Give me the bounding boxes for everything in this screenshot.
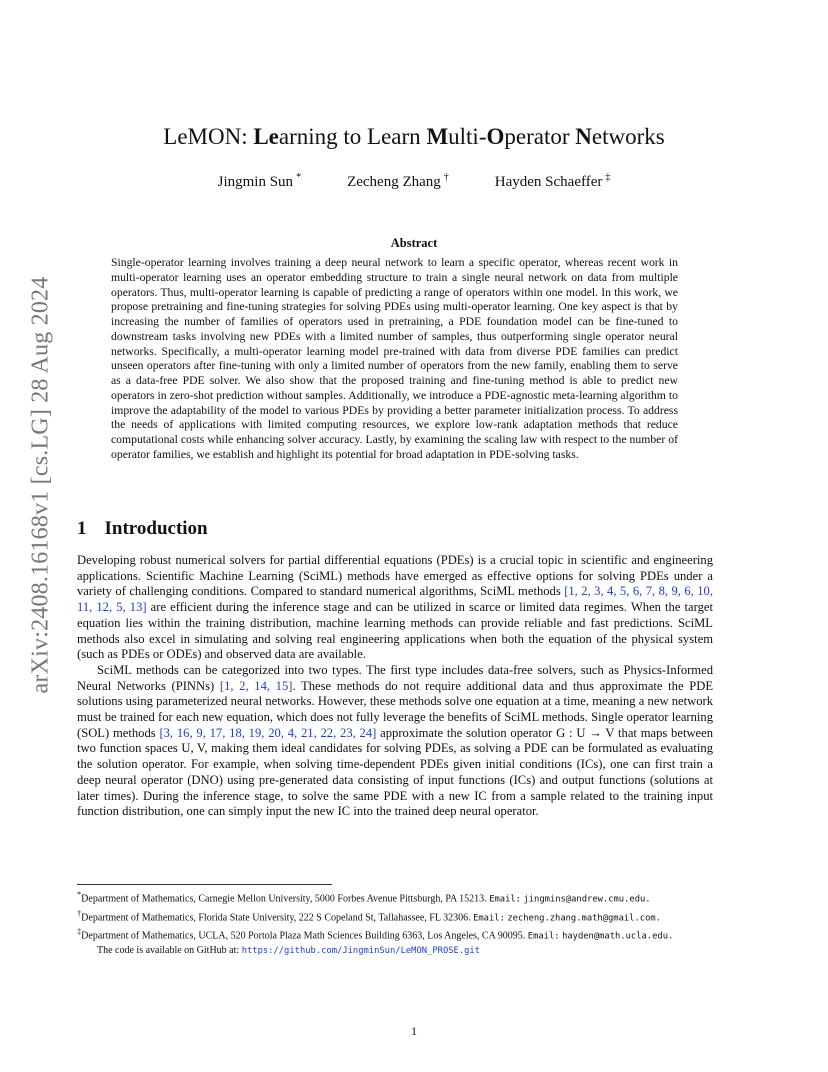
title-highlight: O xyxy=(486,124,505,149)
title-part: LeMON: xyxy=(163,124,254,149)
footnote-email: jingmins@andrew.cmu.edu. xyxy=(523,894,651,905)
title-part: arning to Learn xyxy=(278,124,427,149)
github-link[interactable]: https://github.com/JingminSun/LeMON_PROSE.git xyxy=(241,945,481,956)
footnote-email-label: Email: xyxy=(489,894,521,905)
abstract-body xyxy=(111,256,678,463)
author xyxy=(495,172,611,191)
footnote-email: hayden@math.ucla.edu. xyxy=(562,931,674,942)
footnote xyxy=(77,925,713,944)
footnote xyxy=(77,907,713,926)
footnote-mark: * xyxy=(77,890,82,899)
footnote-text: Department of Mathematics, UCLA, 520 Portola Plaza Math Sciences Building 6363, Los Angeles, CA 90095. xyxy=(81,930,528,942)
title-highlight: Le xyxy=(253,124,279,149)
author-name: Hayden Schaeffer xyxy=(494,174,603,190)
intro-text: SciML methods can be categorized into two types. The first type includes data-free solvers, such as Physics-Informed Neural Networks (PINNs) xyxy=(77,662,713,693)
footnote-mark: ‡ xyxy=(77,927,82,937)
author-footnote-mark: * xyxy=(296,172,302,183)
author-list xyxy=(0,172,828,191)
footnote-text: Department of Mathematics, Carnegie Mellon University, 5000 Forbes Avenue Pittsburgh, PA 15213. xyxy=(81,893,490,905)
footnote-email-label: Email: xyxy=(527,931,560,942)
page-number: 1 xyxy=(411,1024,417,1038)
footnotes xyxy=(77,888,713,958)
author xyxy=(347,172,449,191)
title-highlight: M xyxy=(426,124,449,149)
arxiv-identifier-stamp xyxy=(6,276,76,694)
author-name: Jingmin Sun xyxy=(217,174,294,190)
introduction-body xyxy=(77,553,713,820)
section-title: Introduction xyxy=(104,518,208,539)
title-part: perator xyxy=(504,124,576,149)
abstract-text: Single-operator learning involves training a deep neural network to learn a specific operator, whereas recent work in multi-operator learning uses an operator embedding structure to train a single neural network on data from multiple operators. Thus, multi-operator learning is capable of predicting a range of operators within one model. In this work, we propose pretraining and fine-tuning strategies for solving PDEs using multi-operator learning. One key aspect is that by increasing the number of families of operators used in pretraining, a PDE foundation model can be fine-tuned to downstream tasks involving new PDEs with a limited number of samples, thus outperforming single operator neural networks. Specifically, a multi-operator learning model pre-trained with data from diverse PDE families can predict unseen operators after fine-tuning with only a limited number of operators from the new family, enabling them to serve as a data-free PDE solver. We also show that the proposed training and fine-tuning method is able to predict new operators in zero-shot prediction without samples. Additionally, we introduce a PDE-agnostic meta-learning algorithm to improve the adaptability of the model to various PDEs by providing a better parameter initialization process. To address the needs of applications with limited computing resources, we explore low-rank adaptation methods that reduce computational costs while enhancing solver accuracy. Lastly, by examining the scaling law with respect to the number of operator families, we establish and highlight its potential for broad adaptation in PDE-solving tasks. xyxy=(111,256,678,461)
paper-title xyxy=(0,124,828,150)
footnote-mark: † xyxy=(77,908,82,918)
arxiv-identifier-text: arXiv:2408.16168v1 [cs.LG] 28 Aug 2024 xyxy=(27,276,54,694)
title-part: etworks xyxy=(591,124,665,149)
section-number: 1 xyxy=(77,518,87,539)
citation-link[interactable]: [1, 2, 14, 15] xyxy=(219,678,293,693)
footnote xyxy=(77,888,713,907)
intro-paragraph xyxy=(77,663,713,820)
intro-paragraph xyxy=(77,553,713,663)
author-footnote-mark: † xyxy=(443,172,449,183)
code-availability-note xyxy=(77,944,713,958)
title-part: ulti- xyxy=(448,124,487,149)
author-name: Zecheng Zhang xyxy=(347,174,441,190)
intro-text: Developing robust numerical solvers for partial differential equations (PDEs) is a crucial topic in scientific and engineering applications. Scientific Machine Learning (SciML) methods have emerged as effective options for solving PDEs under a variety of challenging conditions. Compared to standard numerical algorithms, SciML methods xyxy=(77,553,713,599)
intro-text: . These methods do not require additional data and thus approximate the PDE solutions using parameterized neural networks. However, these methods solve one equation at a time, meaning a new network must be trained for each new equation, which does not fully leverage the benefits of SciML methods. Single operator learning (SOL) methods xyxy=(77,678,714,740)
author-footnote-mark: ‡ xyxy=(605,172,611,183)
intro-text: are efficient during the inference stage and can be utilized in scarce or limited data regimes. When the target equation lies within the training distribution, machine learning methods can provide reliable and fast predictions. SciML methods also excel in simulating and solving real engineering applications when both the equation of the physical system (such as PDEs or ODEs) and observed data are available. xyxy=(77,600,713,662)
footnote-email-label: Email: xyxy=(473,912,505,923)
footnote-email: zecheng.zhang.math@gmail.com. xyxy=(507,912,661,923)
author xyxy=(218,172,301,191)
footnote-divider xyxy=(77,884,332,885)
intro-text: approximate the solution operator G : U → V that maps between two function spaces U, V, making them ideal candidates for solving PDEs, as solving a PDE can be formulated as evaluating the solution operator. For example, when solving time-dependent PDEs given initial conditions (ICs), one can first train a deep neural operator (DNO) using pre-generated data consisting of input functions (ICs) and output functions (solutions at later times). During the inference stage, to solve the same PDE with a new IC from a sample related to the training input function distribution, one can simply input the new IC into the trained deep neural operator. xyxy=(77,725,714,819)
code-note-text: The code is available on GitHub at: xyxy=(97,944,242,956)
title-highlight: N xyxy=(575,124,592,149)
abstract-heading: Abstract xyxy=(390,236,438,250)
section-heading xyxy=(77,518,208,540)
citation-link[interactable]: [3, 16, 9, 17, 18, 19, 20, 4, 21, 22, 23, 24] xyxy=(159,725,377,740)
footnote-text: Department of Mathematics, Florida State University, 222 S Copeland St, Tallahassee, FL 32306. xyxy=(81,911,474,923)
citation-link[interactable]: [1, 2, 3, 4, 5, 6, 7, 8, 9, 6, 10, 11, 12, 5, 13] xyxy=(77,584,714,615)
